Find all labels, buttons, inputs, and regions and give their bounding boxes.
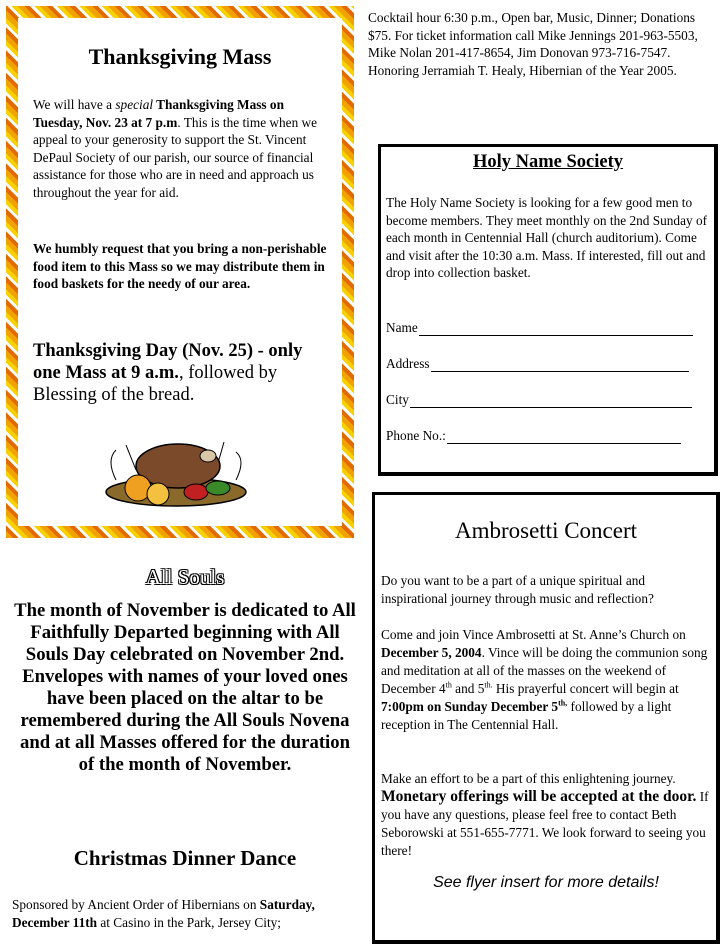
- thanksgiving-day-notice: Thanksgiving Day (Nov. 25) - only one Mass at 9 a.m., followed by Blessing of the bread.: [33, 341, 303, 405]
- holy-name-body: The Holy Name Society is looking for a few good men to become members. They meet monthly on the 2nd Sunday of each month in Centennial Hall (church auditorium). Come and visit after the 10:30 a.m. Mass. If interested, fill out and drop into collection basket.: [386, 195, 708, 280]
- phone-field[interactable]: Phone No.:: [386, 428, 681, 444]
- address-field[interactable]: Address: [386, 356, 689, 372]
- city-field[interactable]: City: [386, 392, 692, 408]
- concert-title: Ambrosetti Concert: [454, 518, 638, 543]
- holy-name-title: Holy Name Society: [472, 152, 624, 172]
- flyer-note: See flyer insert for more details!: [433, 874, 659, 891]
- all-souls-title: All Souls: [145, 565, 225, 589]
- thanksgiving-mass-paragraph: We will have a special Thanksgiving Mass on Tuesday, Nov. 23 at 7 p.m. This is the time when we appeal to your generosity to support the St. Vincent DePaul Society of our parish, our source of financial assistance for those who are in need and approach us throughout the year for aid.: [33, 97, 318, 200]
- turkey-clipart: [96, 430, 256, 510]
- address-line[interactable]: [431, 359, 689, 372]
- phone-line[interactable]: [447, 431, 681, 444]
- concert-details: Come and join Vince Ambrosetti at St. Anne’s Church on December 5, 2004. Vince will be doing the communion song and meditation at all of the masses on the weekend of December 4th and $5^{th.}$ His prayerful concert will begin at 7:00pm on Sunday December $5^{th,}$ followed by a light reception in The Centennial Hall.: [381, 627, 708, 732]
- name-field[interactable]: Name: [386, 320, 693, 336]
- concert-intro: Do you want to be a part of a unique spiritual and inspirational journey through music and reflection?: [381, 573, 654, 606]
- all-souls-body: The month of November is dedicated to All Faithfully Departed beginning with All Souls Day celebrated on November 2nd. Envelopes with names of your loved ones have been placed on the altar to be remembered during the All Souls Novena and at all Masses offered for the duration of the month of November.: [14, 600, 356, 775]
- city-line[interactable]: [410, 395, 692, 408]
- dinner-dance-continued: Cocktail hour 6:30 p.m., Open bar, Music, Dinner; Donations $75. For ticket information call Mike Jennings 201-963-5503, Mike Nolan 201-417-8654, Jim Donovan 973-716-7547. Honoring Jerramiah T. Healy, Hibernian of the Year 2005.: [368, 10, 698, 78]
- dinner-dance-title: Christmas Dinner Dance: [73, 846, 297, 870]
- name-line[interactable]: [419, 323, 693, 336]
- food-request-paragraph: We humbly request that you bring a non-perishable food item to this Mass so we may distribute them in food baskets for the needy of our area.: [33, 241, 327, 291]
- dinner-dance-body: Sponsored by Ancient Order of Hibernians on Saturday, December 11th at Casino in the Park, Jersey City;: [12, 897, 315, 930]
- concert-closing: Make an effort to be a part of this enlightening journey. Monetary offerings will be accepted at the door. If you have any questions, please feel free to contact Beth Seborowski at 551-655-7771. We look forward to seeing you there!: [381, 771, 709, 858]
- thanksgiving-mass-title: Thanksgiving Mass: [88, 44, 272, 69]
